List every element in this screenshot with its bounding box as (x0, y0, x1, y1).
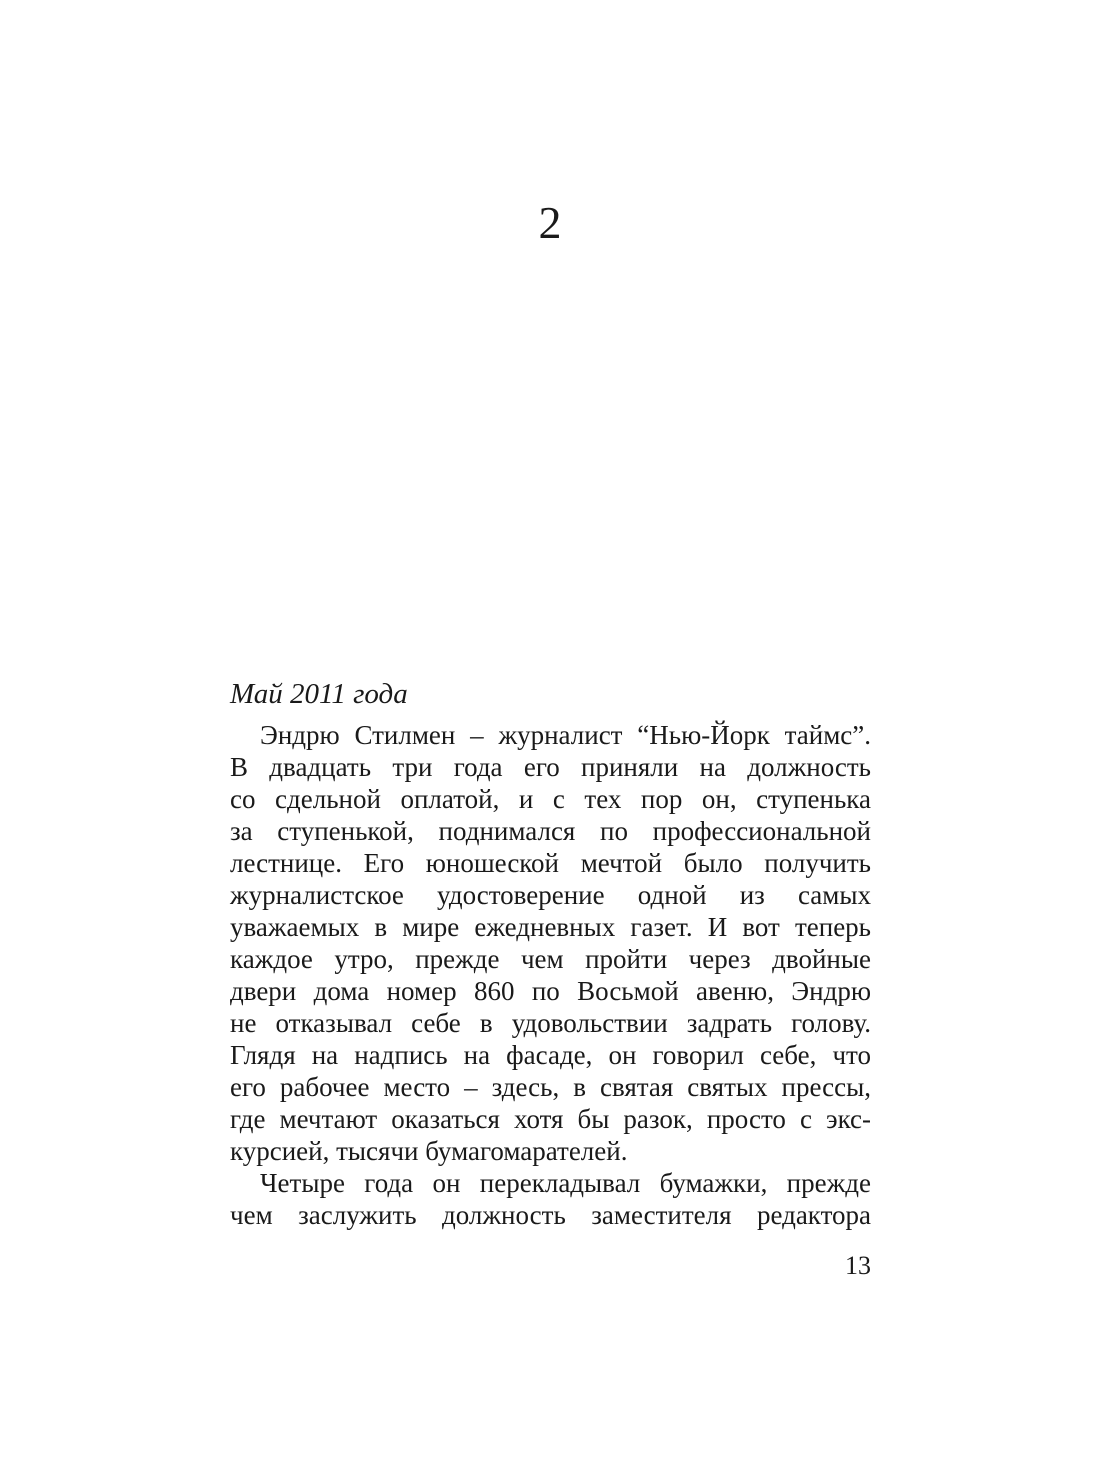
text-line: курсией, тысячи бумагомарателей. (230, 1136, 628, 1166)
text-line: двери дома номер 860 по Восьмой авеню, Эндрю (230, 976, 871, 1006)
text-line: не отказывал себе в удовольствии задрать голову. (230, 1008, 871, 1038)
text-line: каждое утро, прежде чем пройти через двойные (230, 944, 871, 974)
text-line: уважаемых в мире ежедневных газет. И вот теперь (230, 912, 871, 942)
text-line: чем заслужить должность заместителя редактора (230, 1200, 871, 1230)
text-line: за ступенькой, поднимался по профессиональной (230, 816, 871, 846)
text-line: Глядя на надпись на фасаде, он говорил себе, что (230, 1040, 871, 1070)
section-heading: Май 2011 года (230, 678, 408, 710)
text-line: где мечтают оказаться хотя бы разок, просто с экс- (230, 1104, 871, 1134)
body-text (230, 719, 871, 1231)
text-line: лестнице. Его юношеской мечтой было получить (230, 848, 871, 878)
text-line: Четыре года он перекладывал бумажки, прежде (260, 1168, 871, 1198)
text-line: В двадцать три года его приняли на должность (230, 752, 871, 782)
chapter-number: 2 (538, 197, 562, 248)
text-line: со сдельной оплатой, и с тех пор он, ступенька (230, 784, 871, 814)
text-line: журналистское удостоверение одной из самых (230, 880, 871, 910)
page-number: 13 (845, 1251, 871, 1280)
text-line: Эндрю Стилмен – журналист “Нью-Йорк таймс”. (260, 720, 871, 750)
text-line: его рабочее место – здесь, в святая святых прессы, (230, 1072, 871, 1102)
